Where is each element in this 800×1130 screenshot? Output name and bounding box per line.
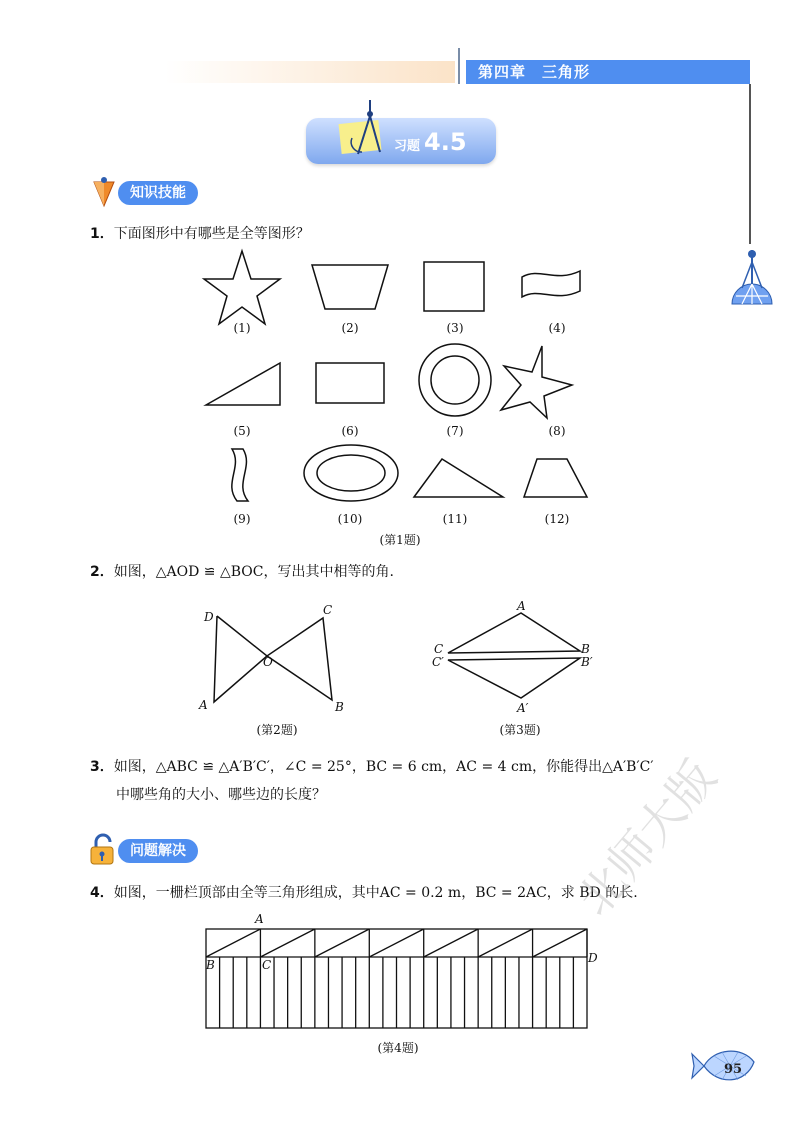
figure-caption: (第4题) (377, 1041, 419, 1055)
watermark: 北师大版 (566, 749, 727, 926)
point-label: A (255, 912, 264, 926)
header-divider (458, 48, 460, 84)
fence-diagonal (315, 929, 369, 957)
figure-4 (195, 910, 605, 1035)
point-label: A (199, 698, 208, 712)
compass-icon (728, 244, 776, 308)
point-label: B (581, 642, 590, 656)
point-label: B (335, 700, 344, 714)
figure-caption: (第1题) (379, 533, 421, 547)
question-text: 下面图形中有哪些是全等图形？ (113, 226, 310, 242)
point-label: B′ (581, 655, 593, 669)
figure-caption: (第3题) (499, 723, 541, 737)
question-3-line-2: 中哪些角的大小、哪些边的长度？ (116, 787, 326, 803)
fence-diagonal (260, 929, 314, 957)
section-skills: 知识技能 (118, 181, 198, 205)
figure-label: (7) (446, 424, 464, 438)
shape-trapezoid-2 (524, 459, 587, 497)
padlock-icon (88, 832, 118, 866)
figure-label: (2) (341, 321, 359, 335)
shape-trapezoid (312, 265, 388, 309)
fence-diagonal (424, 929, 478, 957)
figure-label: (12) (544, 512, 570, 526)
figure-label: (3) (446, 321, 464, 335)
point-label: O (263, 655, 273, 669)
point-label: A (517, 599, 526, 613)
fence-diagonal (478, 929, 532, 957)
point-label: A′ (517, 701, 529, 715)
question-text: 如图，一栅栏顶部由全等三角形组成，其中AC = 0.2 m，BC = 2AC，求 BD 的长. (113, 885, 638, 901)
question-3 (90, 757, 654, 777)
figure-label: (11) (442, 512, 468, 526)
pencil-diamond-icon (90, 176, 118, 208)
fence-diagonal (369, 929, 423, 957)
shape-ellipse-ring-inner (317, 455, 385, 491)
figure-label: (5) (233, 424, 251, 438)
exercise-title (394, 124, 467, 160)
question-text: 如图，△ABC ≌ △A′B′C′，∠C = 25°，BC = 6 cm，AC = 4 cm，你能得出△A′B′C′ (113, 759, 654, 775)
exercise-prefix: 习题 (394, 139, 421, 154)
shape-rectangle (316, 363, 384, 403)
shape-star (204, 251, 280, 324)
figure-label: (4) (548, 321, 566, 335)
margin-line (749, 84, 751, 244)
figure-label: (1) (233, 321, 251, 335)
shape-star-rotated (501, 346, 572, 418)
question-number: 1． (90, 226, 114, 242)
figure-label: (9) (233, 512, 251, 526)
shape-vertical-wave (232, 449, 248, 501)
shape-ring-outer (419, 344, 491, 416)
point-label: C (323, 603, 333, 617)
figure-1 (195, 245, 615, 530)
section-problem-solving: 问题解决 (118, 839, 198, 863)
point-label: B (206, 958, 215, 972)
shape-right-triangle (206, 363, 280, 405)
question-2 (90, 562, 394, 582)
question-number: 4． (90, 885, 114, 901)
figure-3 (425, 598, 605, 723)
question-text: 如图，△AOD ≌ △BOC，写出其中相等的角. (113, 564, 394, 580)
shape-ring-inner (431, 356, 479, 404)
fence-diagonal (533, 929, 587, 957)
figure-label: (10) (337, 512, 363, 526)
question-1 (90, 224, 310, 244)
exercise-number: 4.5 (424, 128, 467, 156)
question-4 (90, 883, 638, 903)
shape-ellipse-ring-outer (304, 445, 398, 501)
page-number: 95 (724, 1062, 743, 1077)
question-number: 3． (90, 759, 114, 775)
fence-diagonal (206, 929, 260, 957)
point-label: D (588, 951, 598, 965)
shape-triangle (414, 459, 503, 497)
figure-2 (195, 598, 355, 718)
shape-square (424, 262, 484, 311)
figure-label: (8) (548, 424, 566, 438)
compass-icon (348, 98, 388, 160)
point-label: C′ (432, 655, 444, 669)
point-label: C (434, 642, 444, 656)
question-number: 2． (90, 564, 114, 580)
figure-caption: (第2题) (256, 723, 298, 737)
point-label: D (204, 610, 214, 624)
point-label: C (262, 958, 272, 972)
chapter-title: 第四章 三角形 (478, 63, 591, 81)
shape-wave (522, 271, 580, 297)
figure-label: (6) (341, 424, 359, 438)
header-decoration (165, 61, 455, 83)
